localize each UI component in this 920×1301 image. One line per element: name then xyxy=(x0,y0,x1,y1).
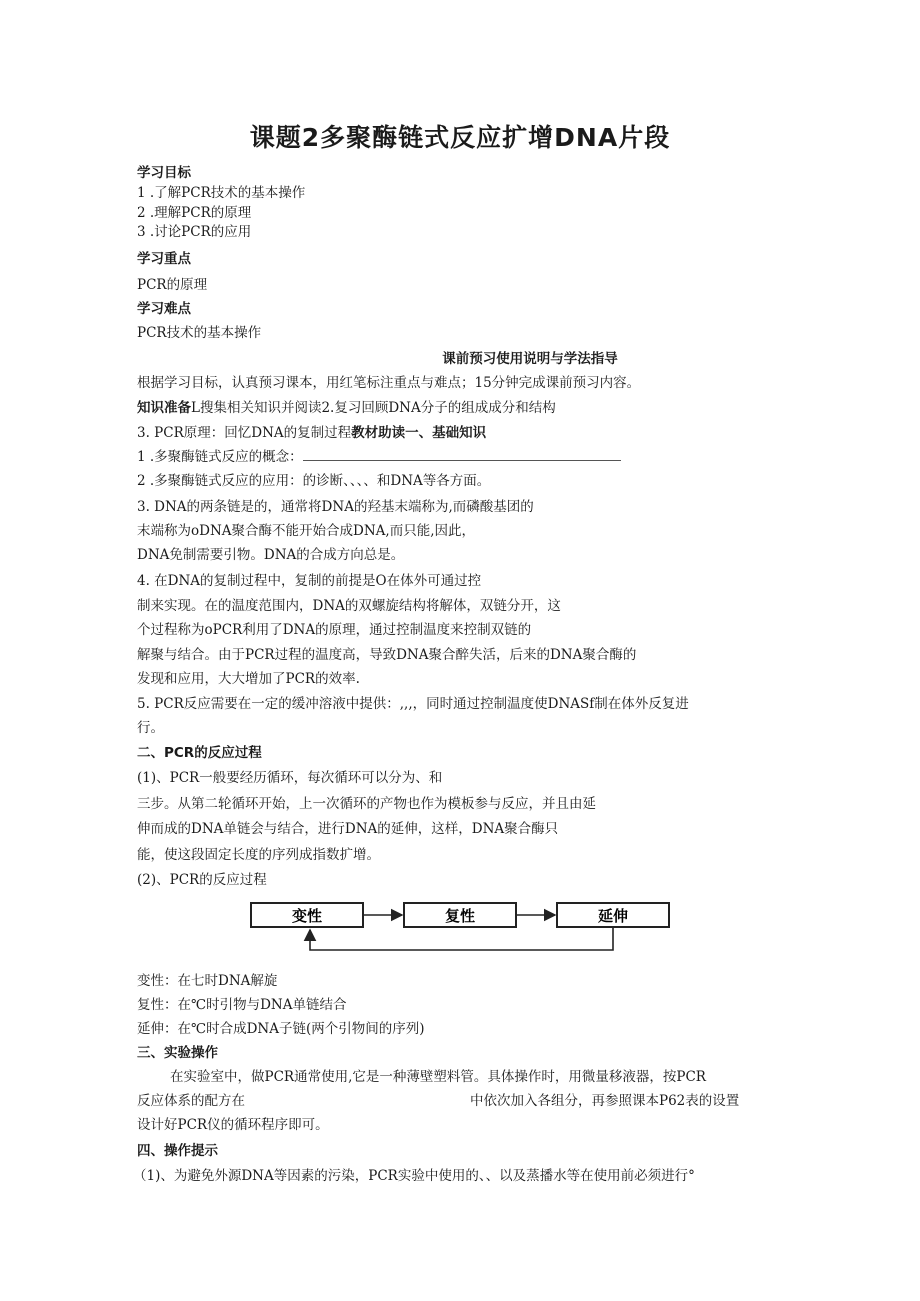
question-5-line-1: 5. PCR反应需要在一定的缓冲溶液中提供：,,,，同时通过控制温度使DNASf制在体外反复进 xyxy=(137,696,689,712)
principle-text: 3. PCR原理：回忆DNA的复制过程 xyxy=(137,425,352,441)
prep-text: L搜集相关知识并阅读2.复习回顾DNA分子的组成成分和结构 xyxy=(191,400,556,416)
difficulty-heading: 学习难点 xyxy=(137,301,191,317)
difficulty-text: PCR技术的基本操作 xyxy=(137,325,262,341)
section-2-p1-line-2: 三步。从第二轮循环开始，上一次循环的产物也作为模板参与反应，并且由延 xyxy=(137,796,596,812)
question-4-line-4: 解聚与结合。由于PCR过程的温度高，导致DNA聚合醉失活，后来的DNA聚合酶的 xyxy=(137,647,637,663)
textbook-reading-heading: 教材助读一、基础知识 xyxy=(351,425,487,441)
step-label-denature: 变性 xyxy=(291,907,323,925)
guide-heading: 课前预习使用说明与学法指导 xyxy=(442,351,618,367)
answer-blank[interactable] xyxy=(303,448,621,461)
question-3-line-3: DNA免制需要引物。DNA的合成方向总是。 xyxy=(137,547,405,563)
step-label-extend: 延伸 xyxy=(597,907,629,925)
goals-heading: 学习目标 xyxy=(137,165,191,181)
denature-description: 变性：在七时DNA解旋 xyxy=(137,973,278,989)
question-1-text: 1 .多聚酶链式反应的概念： xyxy=(137,449,303,465)
section-3-line-1: 在实验室中，做PCR通常使用,它是一种薄壁塑料管。具体操作时，用微量移液器，按PCR xyxy=(170,1069,706,1085)
anneal-description: 复性：在℃时引物与DNA单链结合 xyxy=(137,997,347,1013)
goal-item-2: 2 .理解PCR的原理 xyxy=(137,205,252,221)
question-4-line-5: 发现和应用，大大增加了PCR的效率. xyxy=(137,671,360,687)
goal-item-3: 3 .讨论PCR的应用 xyxy=(137,224,252,240)
guide-text: 根据学习目标，认真预习课本，用红笔标注重点与难点；15分钟完成课前预习内容。 xyxy=(137,375,641,391)
question-4-line-3: 个过程称为oPCR利用了DNA的原理，通过控制温度来控制双链的 xyxy=(137,622,532,638)
section-2-p1-line-4: 能，使这段固定长度的序列成指数扩增。 xyxy=(137,847,380,863)
section-2-p2: (2)、PCR的反应过程 xyxy=(137,872,267,888)
prep-label: 知识准备 xyxy=(137,400,191,416)
section-4-line-1: （1)、为避免外源DNA等因素的污染，PCR实验中使用的、、以及蒸播水等在使用前必须进行° xyxy=(133,1168,695,1184)
extend-description: 延伸：在℃时合成DNA子链(两个引物间的序列) xyxy=(137,1021,425,1037)
question-5-line-2: 行。 xyxy=(137,720,164,736)
question-1 xyxy=(137,448,621,466)
question-3-line-1: 3. DNA的两条链是的，通常将DNA的羟基末端称为,而磷酸基团的 xyxy=(137,499,534,515)
goal-item-1: 1 .了解PCR技术的基本操作 xyxy=(137,185,306,201)
section-2-p1-line-3: 伸而成的DNA单链会与结合，进行DNA的延伸，这样，DNA聚合酶只 xyxy=(137,821,559,837)
section-2-heading: 二、PCR的反应过程 xyxy=(137,745,262,761)
question-4-line-1: 4. 在DNA的复制过程中，复制的前提是O在体外可通过控 xyxy=(137,573,482,589)
step-label-anneal: 复性 xyxy=(444,907,476,925)
arrow-cycle-return xyxy=(310,927,613,950)
question-3-line-2: 末端称为oDNA聚合酶不能开始合成DNA,而只能,因此， xyxy=(137,523,475,539)
principle-line xyxy=(137,424,486,442)
section-3-line-2a: 反应体系的配方在 xyxy=(137,1093,245,1109)
section-4-heading: 四、操作提示 xyxy=(137,1143,218,1159)
section-3-line-2b: 中依次加入各组分，再参照课本P62表的设置 xyxy=(470,1093,740,1109)
section-3-line-3: 设计好PCR仪的循环程序即可。 xyxy=(137,1117,329,1133)
page-title: 课题2多聚酶链式反应扩增DNA片段 xyxy=(249,123,671,152)
pcr-cycle-diagram xyxy=(248,898,672,958)
key-point-text: PCR的原理 xyxy=(137,277,208,293)
question-2: 2 .多聚酶链式反应的应用：的诊断、、、、和DNA等各方面。 xyxy=(137,473,491,489)
key-point-heading: 学习重点 xyxy=(137,251,191,267)
section-2-p1-line-1: (1)、PCR一般要经历循环，每次循环可以分为、和 xyxy=(137,770,443,786)
section-3-heading: 三、实验操作 xyxy=(137,1045,218,1061)
prep-line xyxy=(137,399,556,417)
question-4-line-2: 制来实现。在的温度范围内，DNA的双螺旋结构将解体，双链分开，这 xyxy=(137,598,561,614)
